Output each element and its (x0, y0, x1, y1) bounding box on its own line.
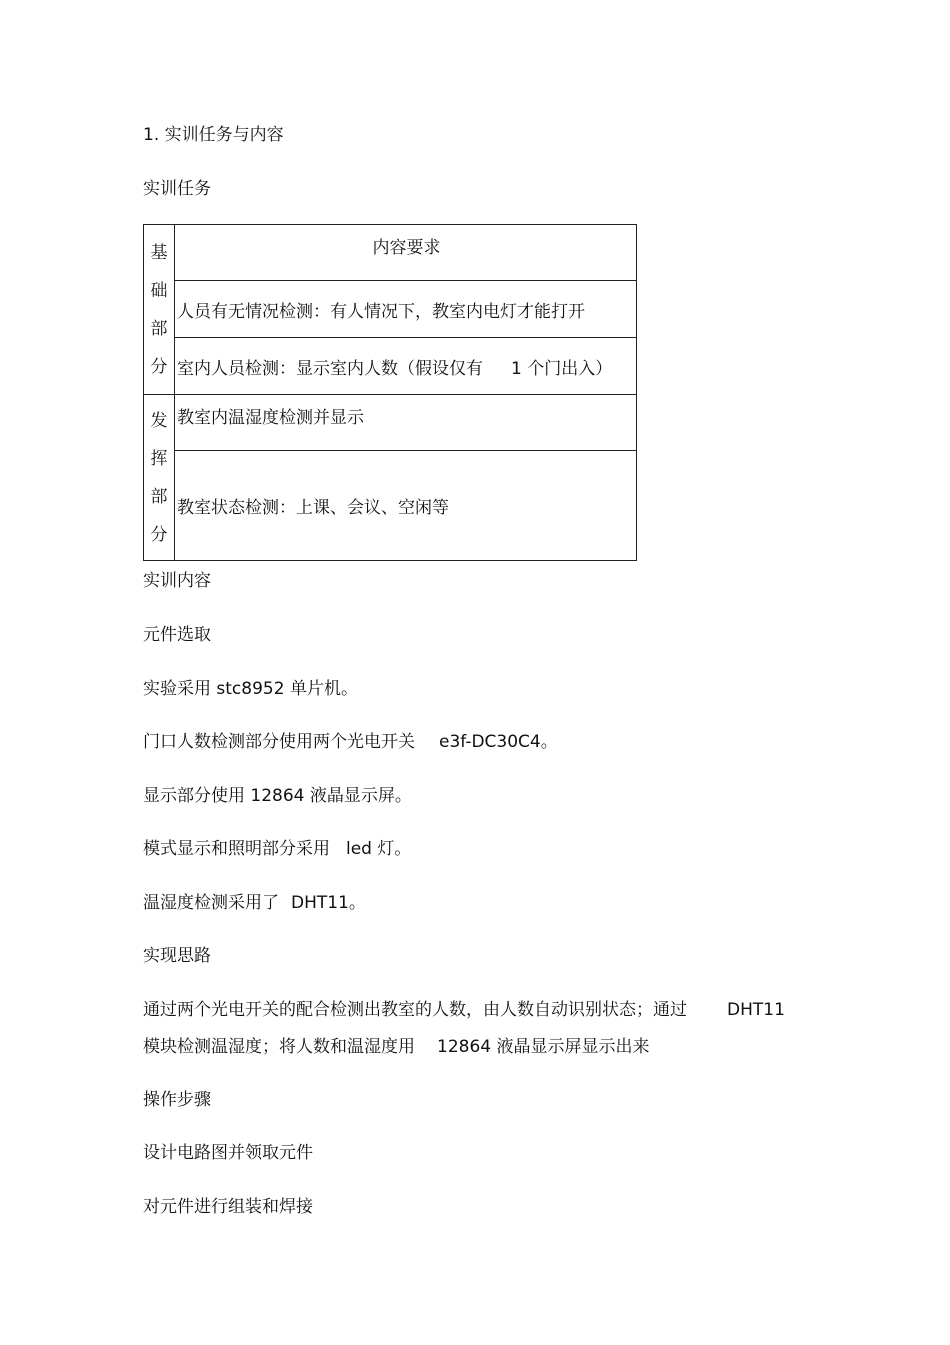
component-led: 模式显示和照明部分采用 led 灯。 (143, 839, 412, 859)
table-row-count: 室内人员检测：显示室内人数（假设仅有 1 个门出入） (175, 338, 637, 395)
task-title: 实训任务 (143, 179, 211, 199)
component-mcu: 实验采用 stc8952 单片机。 (143, 679, 358, 699)
table-header: 内容要求 (175, 225, 637, 281)
component-dht: 温湿度检测采用了 DHT11。 (143, 893, 366, 913)
idea-line-2: 模块检测温湿度；将人数和温湿度用 12864 液晶显示屏显示出来 (143, 1037, 650, 1057)
idea-title: 实现思路 (143, 946, 211, 966)
idea-line-1: 通过两个光电开关的配合检测出教室的人数，由人数自动识别状态；通过 DHT11 (143, 1000, 785, 1020)
requirements-table (143, 224, 637, 561)
table-row-status: 教室状态检测：上课、会议、空闲等 (175, 451, 637, 561)
table-row-presence: 人员有无情况检测：有人情况下，教室内电灯才能打开 (175, 281, 637, 338)
section-heading: 1. 实训任务与内容 (143, 125, 284, 145)
advanced-part-label: 发 挥 部 分 (144, 395, 175, 561)
step-item: 设计电路图并领取元件 (143, 1143, 313, 1163)
component-sensor: 门口人数检测部分使用两个光电开关 e3f-DC30C4。 (143, 732, 558, 752)
step-item: 对元件进行组装和焊接 (143, 1197, 313, 1217)
basic-part-label: 基 础 部 分 (144, 225, 175, 395)
table-row-temperature: 教室内温湿度检测并显示 (175, 395, 637, 451)
component-display: 显示部分使用 12864 液晶显示屏。 (143, 786, 412, 806)
component-title: 元件选取 (143, 625, 211, 645)
steps-title: 操作步骤 (143, 1090, 211, 1110)
content-title: 实训内容 (143, 571, 211, 591)
